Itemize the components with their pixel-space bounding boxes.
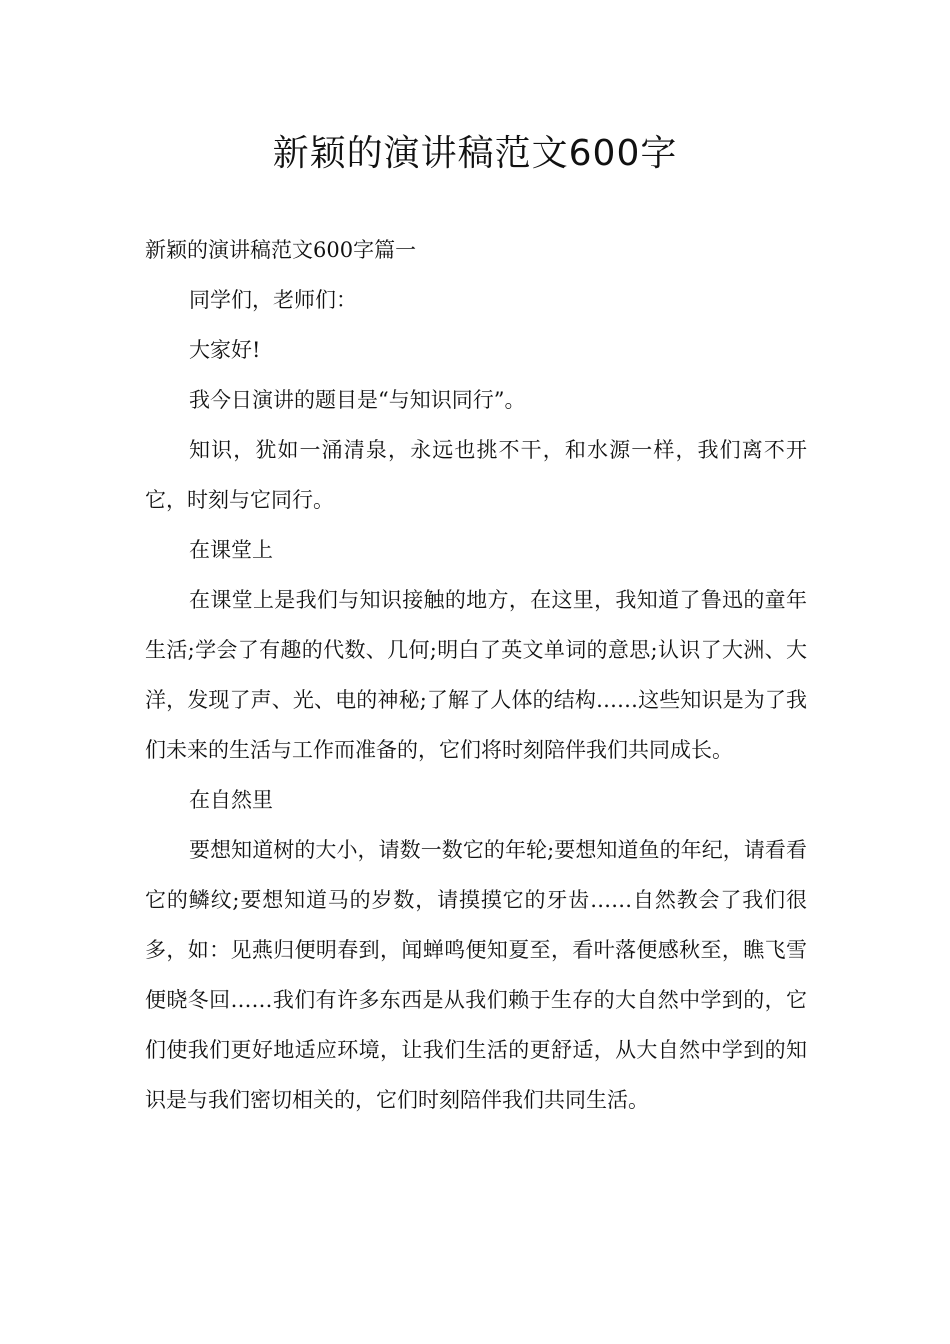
paragraph-greeting: 大家好! [189,338,261,362]
document-body [145,225,807,1125]
paragraph-greeting-audience: 同学们，老师们： [189,288,357,312]
subheading-classroom: 在课堂上 [189,538,273,562]
paragraph-classroom: 在课堂上是我们与知识接触的地方，在这里，我知道了鲁迅的童年生活;学会了有趣的代数、几何;明白了英文单词的意思;认识了大洲、大洋，发现了声、光、电的神秘;了解了人体的结构……这些知识是为了我们未来的生活与工作而准备的，它们将时刻陪伴我们共同成长。 [145,588,807,762]
paragraph-intro: 知识，犹如一涌清泉，永远也挑不干，和水源一样，我们离不开它，时刻与它同行。 [145,438,807,512]
subheading-nature: 在自然里 [189,788,273,812]
paragraph-nature: 要想知道树的大小，请数一数它的年轮;要想知道鱼的年纪，请看看它的鳞纹;要想知道马的岁数，请摸摸它的牙齿……自然教会了我们很多，如：见燕归便明春到，闻蝉鸣便知夏至，看叶落便感秋至，瞧飞雪便晓冬回……我们有许多东西是从我们赖于生存的大自然中学到的，它们使我们更好地适应环境，让我们生活的更舒适，从大自然中学到的知识是与我们密切相关的，它们时刻陪伴我们共同生活。 [145,838,807,1112]
section-heading: 新颖的演讲稿范文600字篇一 [145,238,417,262]
document-title: 新颖的演讲稿范文600字 [272,133,678,174]
paragraph-topic: 我今日演讲的题目是“与知识同行”。 [189,388,526,412]
